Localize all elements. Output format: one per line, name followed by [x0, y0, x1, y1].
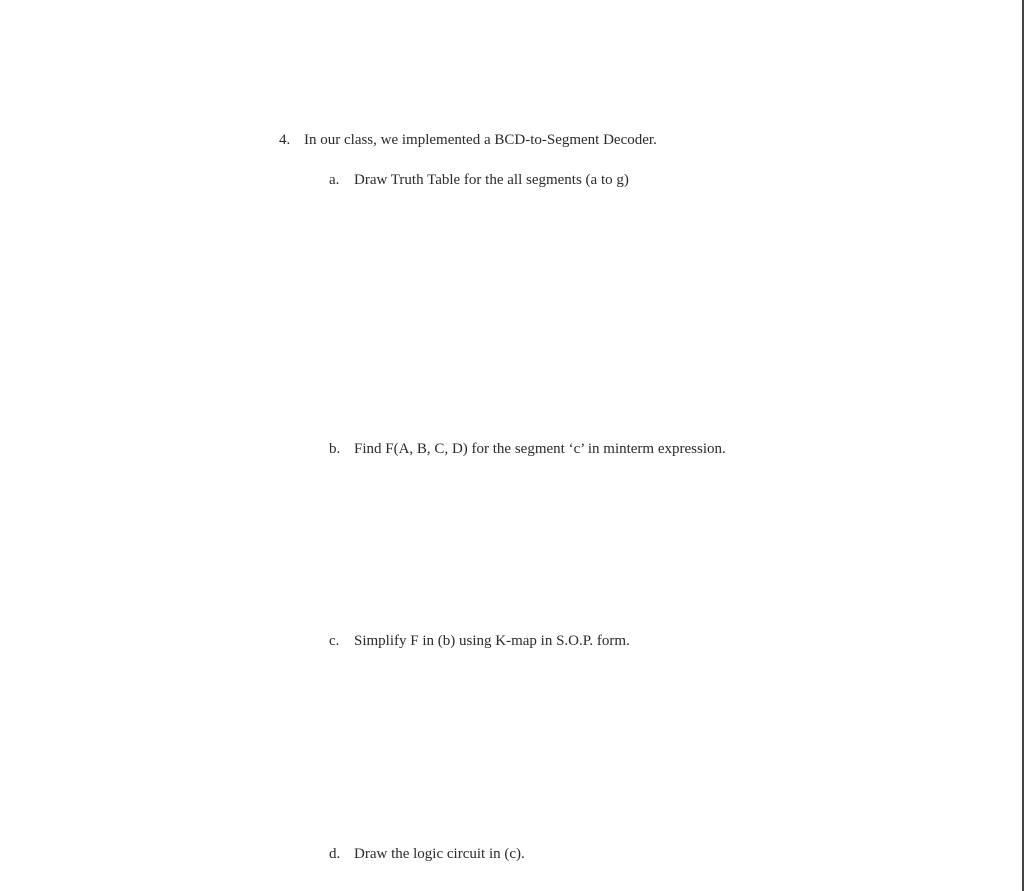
part-b-letter: b.	[329, 441, 341, 457]
part-b-text: Find F(A, B, C, D) for the segment ‘c’ in minterm expression.	[354, 441, 726, 457]
part-a	[329, 170, 629, 190]
part-d-letter: d.	[329, 846, 341, 862]
part-a-text: Draw Truth Table for the all segments (a to g)	[354, 172, 629, 188]
part-c-letter: c.	[329, 633, 340, 649]
part-c	[329, 631, 630, 651]
part-a-letter: a.	[329, 172, 340, 188]
question-number: 4.	[279, 132, 291, 148]
part-d	[329, 844, 525, 864]
question-4	[279, 130, 657, 150]
question-text: In our class, we implemented a BCD-to-Segment Decoder.	[304, 132, 657, 148]
part-d-text: Draw the logic circuit in (c).	[354, 846, 525, 862]
part-c-text: Simplify F in (b) using K-map in S.O.P. form.	[354, 633, 630, 649]
part-b	[329, 439, 726, 459]
